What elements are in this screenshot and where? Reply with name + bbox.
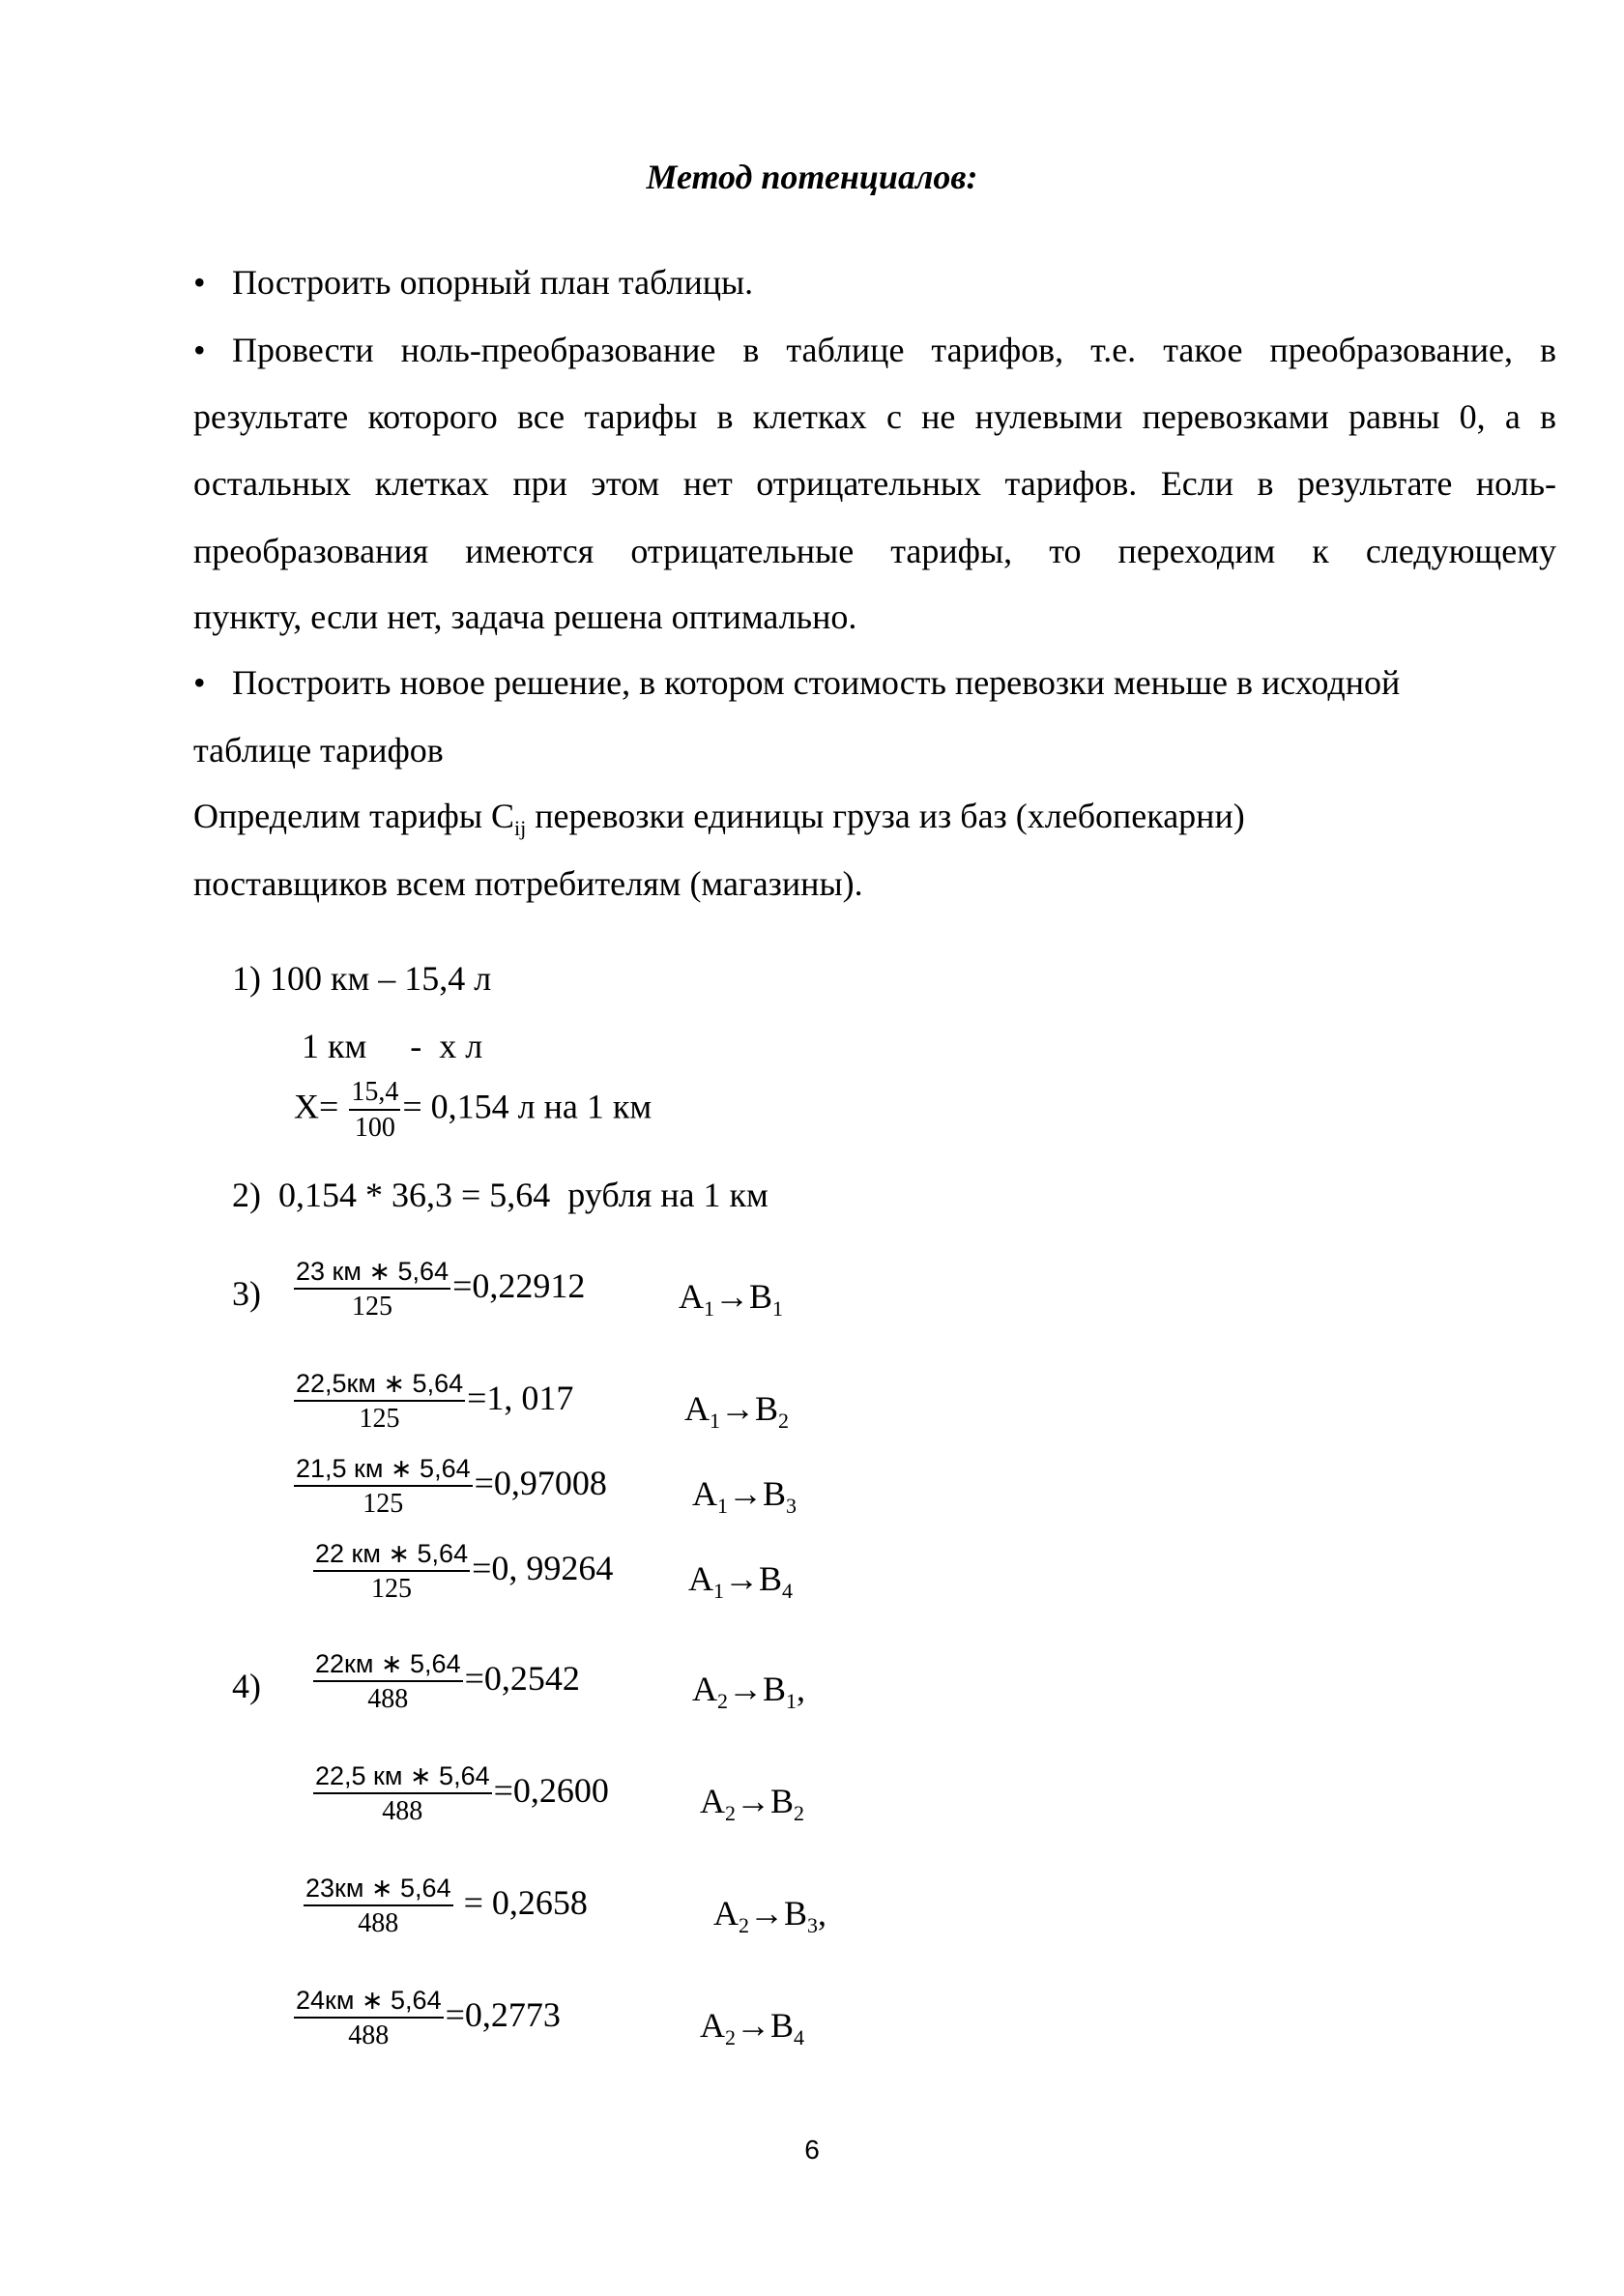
calc-3-3: $\frac{21,5 км ∗ 5,64}{125}$ =0,97008 <box>296 1454 607 1520</box>
fraction: $\frac{15,4}{100}$ <box>351 1077 399 1144</box>
calc-4-3: $\frac{23км ∗ 5,64}{488}$ = 0,2658 <box>305 1874 588 1939</box>
route-label: $A_2\to B_1$, <box>692 1670 806 1714</box>
step-4-label: 4) <box>232 1667 261 1705</box>
bullet-item-2 <box>193 333 1556 367</box>
route-label: $A_2\to B_4$ <box>700 2006 805 2050</box>
bullet-icon: • <box>193 331 206 369</box>
fraction: $\frac{22 км ∗ 5,64}{125}$ <box>315 1539 469 1605</box>
route-label: $A_1\to B_1$ <box>679 1277 784 1322</box>
step-2-line: 2) 0,154 * 36,3 = 5,64 рубля на 1 км <box>232 1176 768 1214</box>
bullet-text: Построить опорный план таблицы. <box>232 263 754 302</box>
definition-line-2: поставщиков всем потребителям (магазины). <box>193 864 863 903</box>
bullet-item-1 <box>193 265 753 300</box>
calc-4-1: $\frac{22км ∗ 5,64}{488}$ =0,2542 <box>315 1649 580 1715</box>
route-label: $A_1\to B_2$ <box>684 1389 790 1434</box>
definition-line: Определим тарифы $C_{ij}$ перевозки единицы груза из баз (хлебопекарни) <box>193 797 1245 841</box>
bullet-text: Построить новое решение, в котором стоимость перевозки меньше в исходной <box>232 663 1401 702</box>
route-label: $A_1\to B_4$ <box>688 1559 794 1604</box>
route-label: $A_2\to B_2$ <box>700 1782 805 1826</box>
route-label: $A_1\to B_3$ <box>692 1474 798 1519</box>
paragraph-line: таблице тарифов <box>193 731 444 770</box>
subscript: ij <box>514 816 527 841</box>
step-1-line-2: 1 км - х л <box>302 1027 483 1065</box>
paragraph-line: остальных клетках при этом нет отрицательных тарифов. Если в результате ноль- <box>193 464 1556 503</box>
bullet-item-3 <box>193 665 1400 700</box>
bullet-icon: • <box>193 663 206 702</box>
bullet-icon: • <box>193 263 206 302</box>
fraction: $\frac{21,5 км ∗ 5,64}{125}$ <box>296 1454 471 1520</box>
paragraph-line: результате которого все тарифы в клетках с не нулевыми перевозками равны 0, а в <box>193 397 1556 436</box>
fraction: $\frac{23км ∗ 5,64}{488}$ <box>305 1874 451 1939</box>
calc-4-2: $\frac{22,5 км ∗ 5,64}{488}$ =0,2600 <box>315 1761 609 1827</box>
bullet-text: Провести ноль-преобразование в таблице тарифов, т.е. такое преобразование, в <box>232 331 1556 369</box>
calc-3-1: $\frac{23 км ∗ 5,64}{125}$ =0,22912 <box>296 1257 586 1322</box>
fraction: $\frac{23 км ∗ 5,64}{125}$ <box>296 1257 450 1322</box>
route-label: $A_2\to B_3$, <box>713 1894 827 1938</box>
fraction: $\frac{22км ∗ 5,64}{488}$ <box>315 1649 461 1715</box>
calc-4-4: $\frac{24км ∗ 5,64}{488}$ =0,2773 <box>296 1986 561 2051</box>
paragraph-line: пункту, если нет, задача решена оптимально. <box>193 597 857 636</box>
section-title: Метод потенциалов: <box>646 158 978 196</box>
calc-3-2: $\frac{22,5км ∗ 5,64}{125}$ =1, 017 <box>296 1369 574 1435</box>
fraction: $\frac{22,5км ∗ 5,64}{125}$ <box>296 1369 464 1435</box>
page-number: 6 <box>804 2135 820 2165</box>
step-1-line-1: 1) 100 км – 15,4 л <box>232 959 492 998</box>
fraction: $\frac{24км ∗ 5,64}{488}$ <box>296 1986 442 2051</box>
step-1-formula: X= $\frac{15,4}{100}$ = 0,154 л на 1 км <box>294 1077 652 1144</box>
step-3-label: 3) <box>232 1274 261 1313</box>
fraction: $\frac{22,5 км ∗ 5,64}{488}$ <box>315 1761 490 1827</box>
calc-3-4: $\frac{22 км ∗ 5,64}{125}$ =0, 99264 <box>315 1539 614 1605</box>
paragraph-line: преобразования имеются отрицательные тарифы, то переходим к следующему <box>193 532 1556 570</box>
